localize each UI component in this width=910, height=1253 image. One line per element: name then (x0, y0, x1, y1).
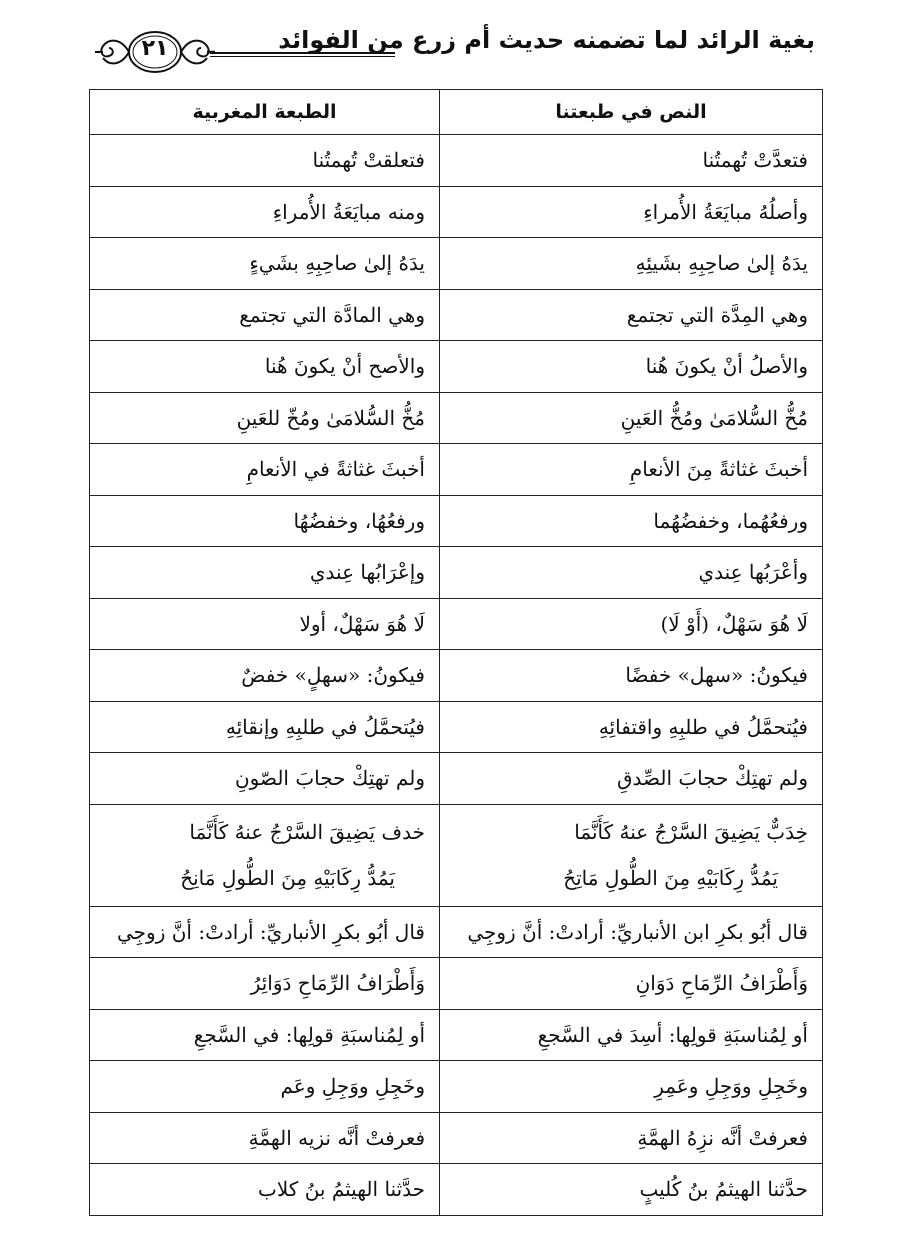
verse-second-half: يَمُدُّ رِكَابَيْهِ مِنَ الطُّولِ مَاتِحُ (563, 866, 778, 890)
table-row (90, 1061, 823, 1113)
table-row (90, 186, 823, 238)
verse-first-half: خِدَبٌّ يَضِيقَ السَّرْجُ عنهُ كَأَنَّمَا (574, 820, 808, 844)
cell-moroccan-edition: فعرفتْ أنَّه نزيه الهمَّةِ (90, 1112, 440, 1164)
cell-our-edition: ولم تهتِكْ حجابَ الصِّدقِ (440, 753, 823, 805)
cell-our-edition: فعرفتْ أنَّه نزِهُ الهمَّةِ (440, 1112, 823, 1164)
cell-our-edition: ورفعُهُما، وخفضُهُما (440, 495, 823, 547)
table-row (90, 341, 823, 393)
cell-our-edition: أو لِمُناسبَةِ قولِها: أسِدَ في السَّجعِ (440, 1009, 823, 1061)
cell-moroccan-edition: حدَّثنا الهيثمُ بنُ كلاب (90, 1164, 440, 1216)
table-row (90, 547, 823, 599)
comparison-table (89, 89, 823, 1216)
cell-moroccan-edition: أخبثَ غثاثةً في الأنعامِ (90, 444, 440, 496)
verse-first-half: خدف يَضِيقَ السَّرْجُ عنهُ كَأَنَّمَا (189, 820, 425, 844)
table-row (90, 289, 823, 341)
cell-moroccan-edition: ولم تهتِكْ حجابَ الصّونِ (90, 753, 440, 805)
cell-our-edition: وأعْرَبُها عِندي (440, 547, 823, 599)
cell-our-edition: قال أبُو بكرِ ابن الأنباريِّ: أرادتْ: أنَّ زوجِي (440, 906, 823, 958)
cell-moroccan-edition: قال أبُو بكرِ الأنباريِّ: أرادتْ: أنَّ زوجِي (90, 906, 440, 958)
table-row (90, 701, 823, 753)
header-rule (210, 52, 395, 54)
cell-moroccan-edition: وخَجِلِ ووَجِلِ وعَم (90, 1061, 440, 1113)
cell-moroccan-edition: فيكونُ: «سهلٍ» خفضٌ (90, 650, 440, 702)
cell-moroccan-edition: مُخُّ السُّلامَىٰ ومُخّ للعَينِ (90, 392, 440, 444)
column-header-moroccan-edition: الطبعة المغربية (90, 90, 440, 135)
table-row (90, 753, 823, 805)
cell-our-edition: والأصلُ أنْ يكونَ هُنا (440, 341, 823, 393)
table-row (90, 1112, 823, 1164)
running-title: بغية الرائد لما تضمنه حديث أم زرع من الفوائد (278, 26, 815, 54)
cell-moroccan-edition: وإعْرَابُها عِندي (90, 547, 440, 599)
cell-our-edition: فيُتحمَّلُ في طلبِهِ واقتفائِهِ (440, 701, 823, 753)
table-row (90, 804, 823, 906)
cell-moroccan-edition: وَأَطْرَافُ الرِّمَاحِ دَوَائِرُ (90, 958, 440, 1010)
table-row (90, 135, 823, 187)
cell-our-edition (440, 804, 823, 906)
cell-our-edition: وهي المِدَّة التي تجتمع (440, 289, 823, 341)
cell-moroccan-edition: يدَهُ إلىٰ صاحِبِهِ بشَيءٍ (90, 238, 440, 290)
cell-moroccan-edition: أو لِمُناسبَةِ قولِها: في السَّجعِ (90, 1009, 440, 1061)
page-number: ٢١ (141, 36, 169, 61)
cell-our-edition: وخَجِلِ ووَجِلِ وعَمِرِ (440, 1061, 823, 1113)
table-row (90, 392, 823, 444)
cell-moroccan-edition (90, 804, 440, 906)
table-row (90, 958, 823, 1010)
table-row (90, 1164, 823, 1216)
cell-moroccan-edition: فيُتحمَّلُ في طلبِهِ وإنقائِهِ (90, 701, 440, 753)
page-header (95, 18, 815, 80)
table-row (90, 906, 823, 958)
cell-our-edition: وأصلُهُ مبايَعَةُ الأُمراءِ (440, 186, 823, 238)
cell-moroccan-edition: لَا هُوَ سَهْلٌ، أولا (90, 598, 440, 650)
table-row (90, 650, 823, 702)
cell-moroccan-edition: ورفعُهُا، وخفضُهُا (90, 495, 440, 547)
cell-our-edition: أخبثَ غثاثةً مِنَ الأنعامِ (440, 444, 823, 496)
cell-our-edition: حدَّثنا الهيثمُ بنُ كُليبٍ (440, 1164, 823, 1216)
table-header-row (90, 90, 823, 135)
table-row (90, 598, 823, 650)
cell-our-edition: فتعدَّتْ تُهمتُنا (440, 135, 823, 187)
cell-our-edition: مُخُّ السُّلامَىٰ ومُخُّ العَينِ (440, 392, 823, 444)
table-row (90, 1009, 823, 1061)
header-rule-thin (210, 56, 395, 57)
cell-moroccan-edition: والأصح أنْ يكونَ هُنا (90, 341, 440, 393)
cell-moroccan-edition: ومنه مبايَعَةُ الأُمراءِ (90, 186, 440, 238)
cell-our-edition: وَأَطْرَافُ الرِّمَاحِ دَوَانِ (440, 958, 823, 1010)
column-header-our-edition: النص في طبعتنا (440, 90, 823, 135)
cell-our-edition: يدَهُ إلىٰ صاحِبِهِ بشَيئِهِ (440, 238, 823, 290)
table-row (90, 495, 823, 547)
table-row (90, 238, 823, 290)
cell-our-edition: فيكونُ: «سهل» خفضًا (440, 650, 823, 702)
cell-our-edition: لَا هُوَ سَهْلٌ، (أَوْ لَا) (440, 598, 823, 650)
verse-second-half: يَمُدُّ رِكَابَيْهِ مِنَ الطُّولِ مَانِحُ (180, 866, 395, 890)
cell-moroccan-edition: وهي المادَّة التي تجتمع (90, 289, 440, 341)
cell-moroccan-edition: فتعلقتْ تُهمتُنا (90, 135, 440, 187)
table-row (90, 444, 823, 496)
